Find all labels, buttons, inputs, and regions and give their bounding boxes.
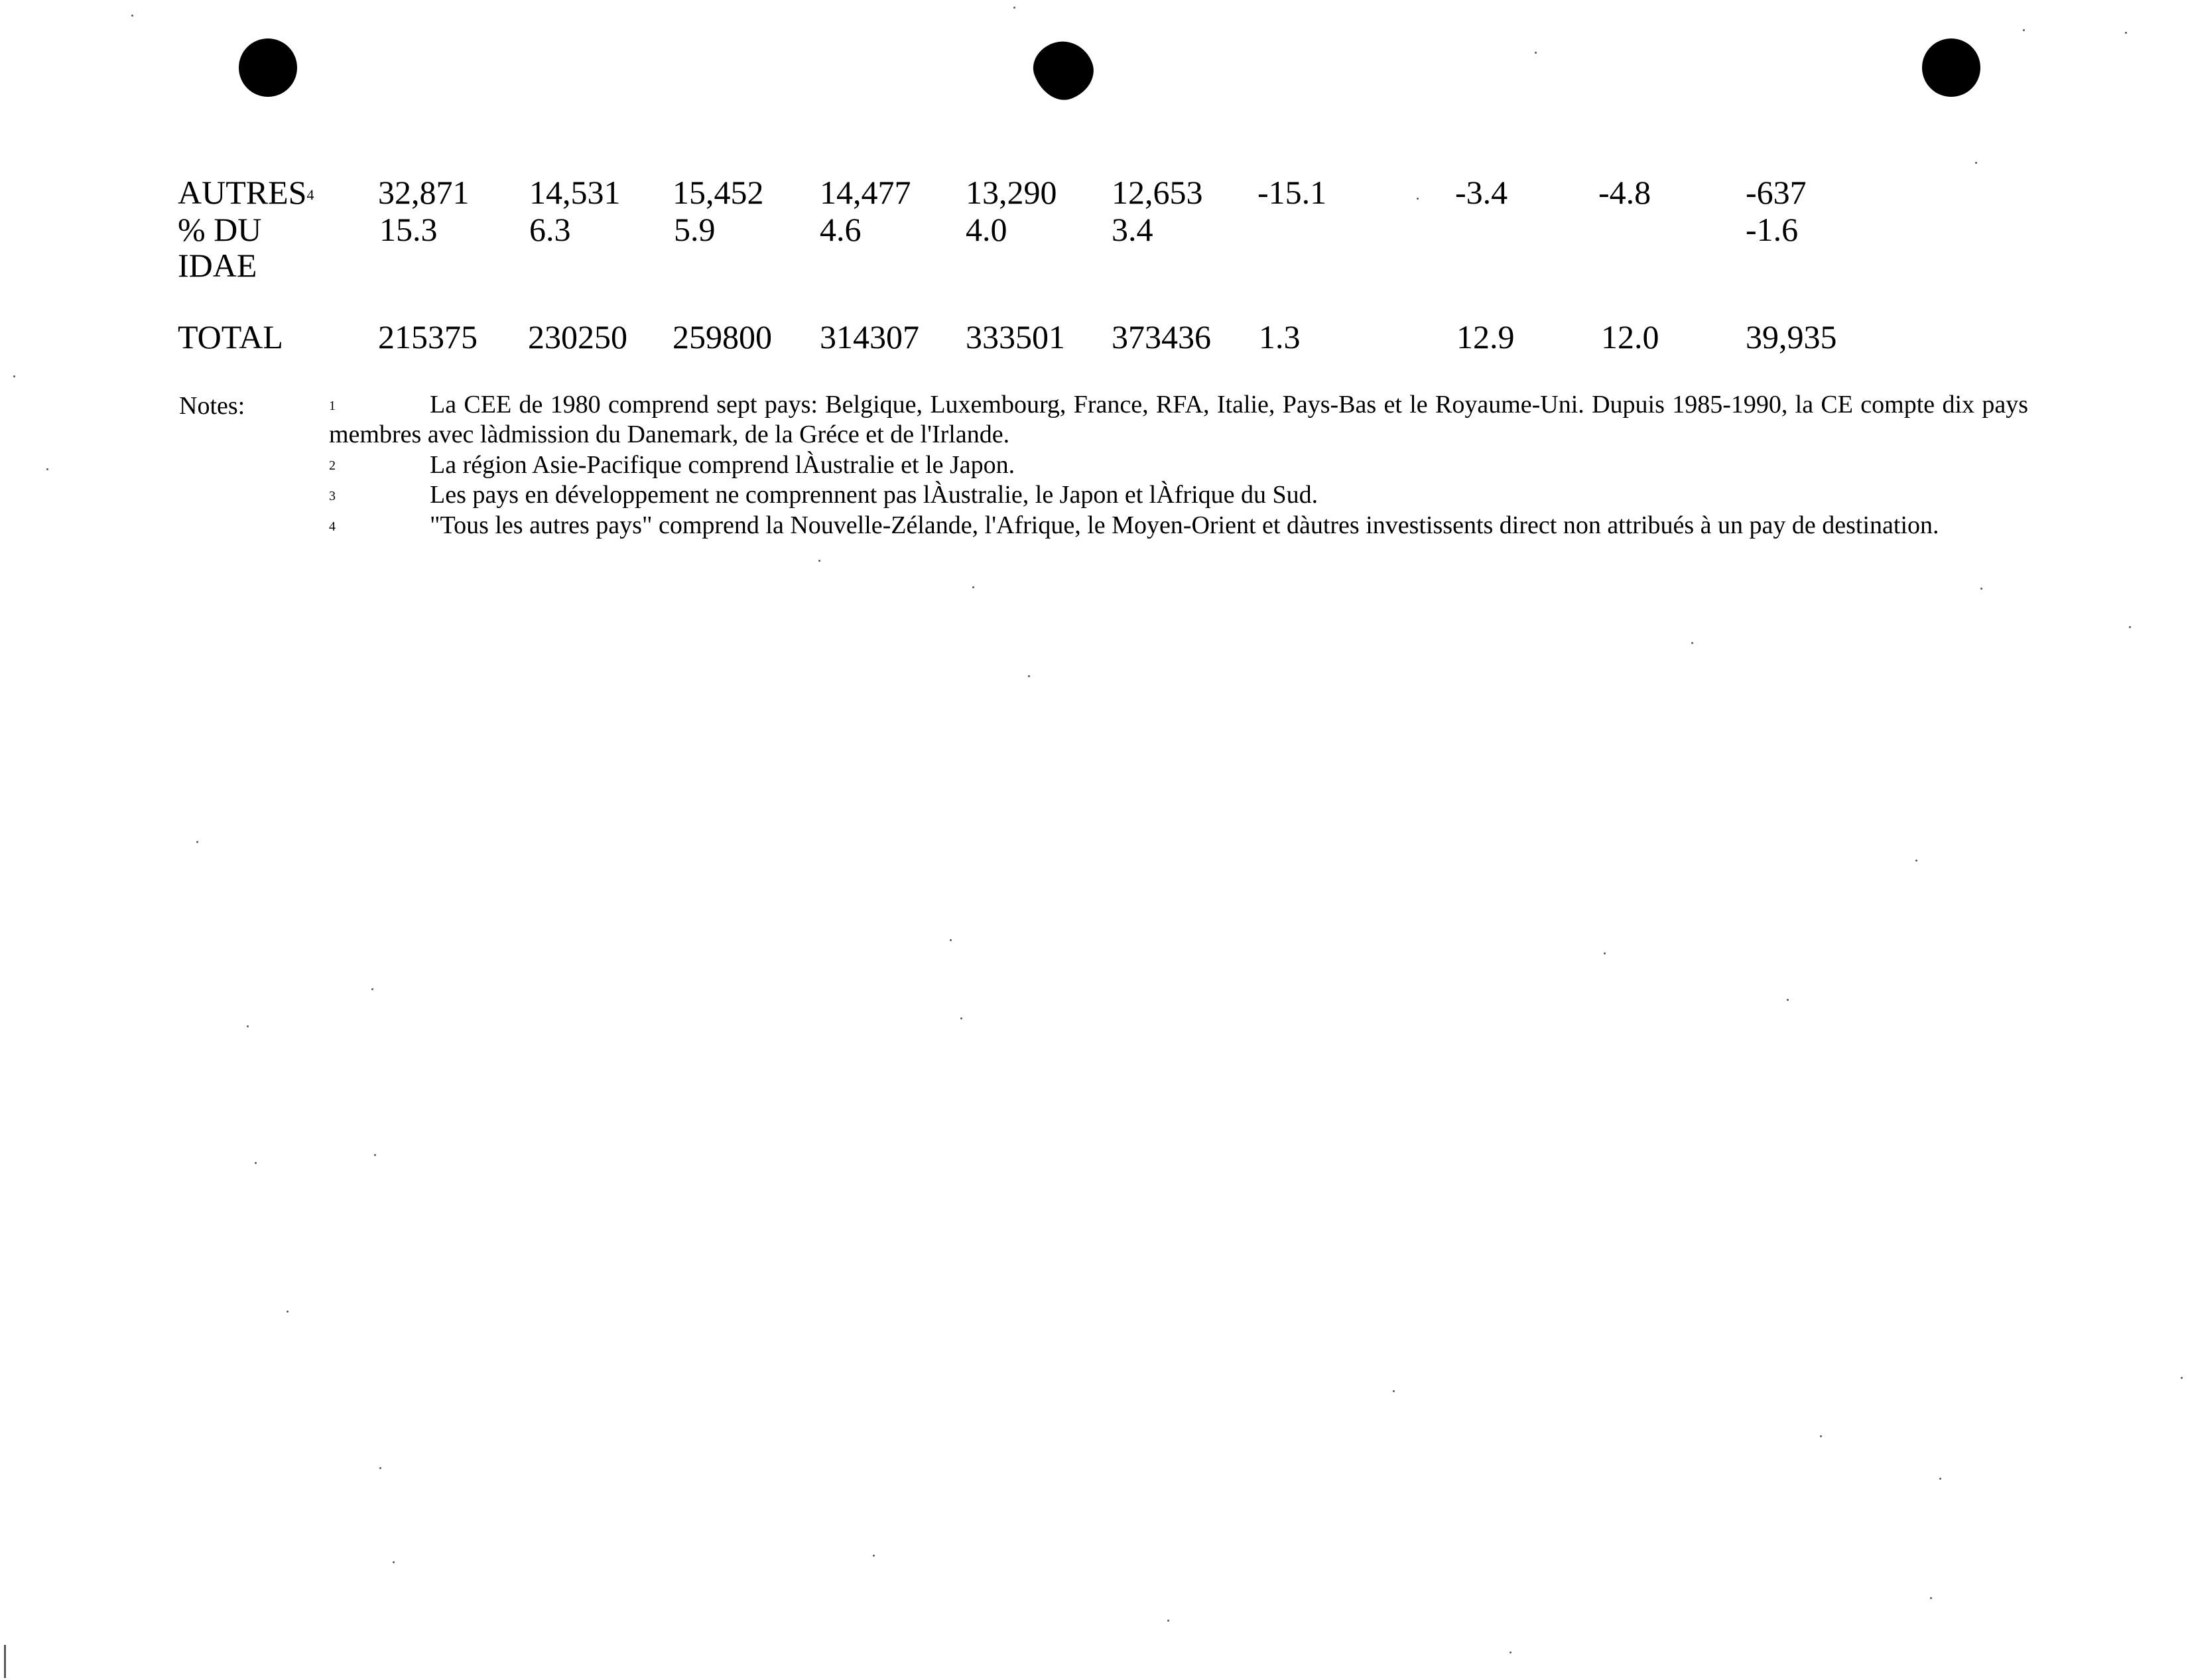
notes-label: Notes:	[179, 392, 245, 420]
punch-hole-center	[1027, 33, 1102, 108]
table-cell: 4.0	[966, 211, 1007, 248]
note-text: Les pays en développement ne comprennent pas lÀustralie, le Japon et lÀfrique du Sud.	[430, 481, 1318, 509]
note-text: La région Asie-Pacifique comprend lÀustralie et le Japon.	[430, 451, 1015, 479]
table-cell: 32,871	[378, 174, 470, 211]
row-label-total: TOTAL	[178, 318, 283, 355]
table-cell: -4.8	[1598, 174, 1651, 211]
table-cell: 13,290	[966, 174, 1057, 211]
note-number: 1	[329, 399, 336, 413]
table-cell: 259800	[673, 318, 772, 355]
table-cell: 14,477	[820, 174, 911, 211]
row-label-autres: AUTRES$^4$	[178, 174, 314, 211]
table-cell: 333501	[966, 318, 1065, 355]
table-cell: 12.9	[1456, 318, 1515, 355]
table-cell: 215375	[378, 318, 478, 355]
table-cell: 373436	[1112, 318, 1211, 355]
table-cell: 5.9	[674, 211, 716, 248]
note-number: 3	[329, 489, 336, 503]
row-label-idae: IDAE	[178, 247, 257, 284]
table-cell: 15,452	[673, 174, 764, 211]
table-cell: 6.3	[529, 211, 571, 248]
note-text: La CEE de 1980 comprend sept pays: Belgique, Luxembourg, France, RFA, Italie, Pays-Bas et le Royaume-Uni. Dupuis 1985-1990, la CE compte dix pays membres avec làdmission du Danemark, de la Gréce et de l'Irlande.	[329, 391, 2028, 448]
table-cell: 4.6	[820, 211, 862, 248]
note-number: 2	[329, 458, 336, 473]
table-cell: 314307	[820, 318, 919, 355]
note-number: 4	[329, 519, 336, 534]
row-label-pct-du: % DU	[178, 211, 262, 248]
table-cell: 1.3	[1259, 318, 1301, 355]
table-cell: 12.0	[1601, 318, 1659, 355]
table-cell: 12,653	[1112, 174, 1203, 211]
table-cell: 15.3	[379, 211, 438, 248]
punch-hole-right	[1922, 38, 1980, 97]
table-cell: -15.1	[1257, 174, 1327, 211]
table-cell: 14,531	[529, 174, 621, 211]
punch-hole-left	[239, 38, 297, 97]
table-cell: -1.6	[1746, 211, 1799, 248]
table-cell: 3.4	[1112, 211, 1153, 248]
table-cell: -3.4	[1455, 174, 1508, 211]
note-text: "Tous les autres pays" comprend la Nouvelle-Zélande, l'Afrique, le Moyen-Orient et dàutres investissents direct non attribués à un pay de destination.	[430, 511, 1939, 539]
table-cell: 230250	[528, 318, 627, 355]
table-cell: 39,935	[1746, 318, 1837, 355]
table-cell: -637	[1746, 174, 1807, 211]
